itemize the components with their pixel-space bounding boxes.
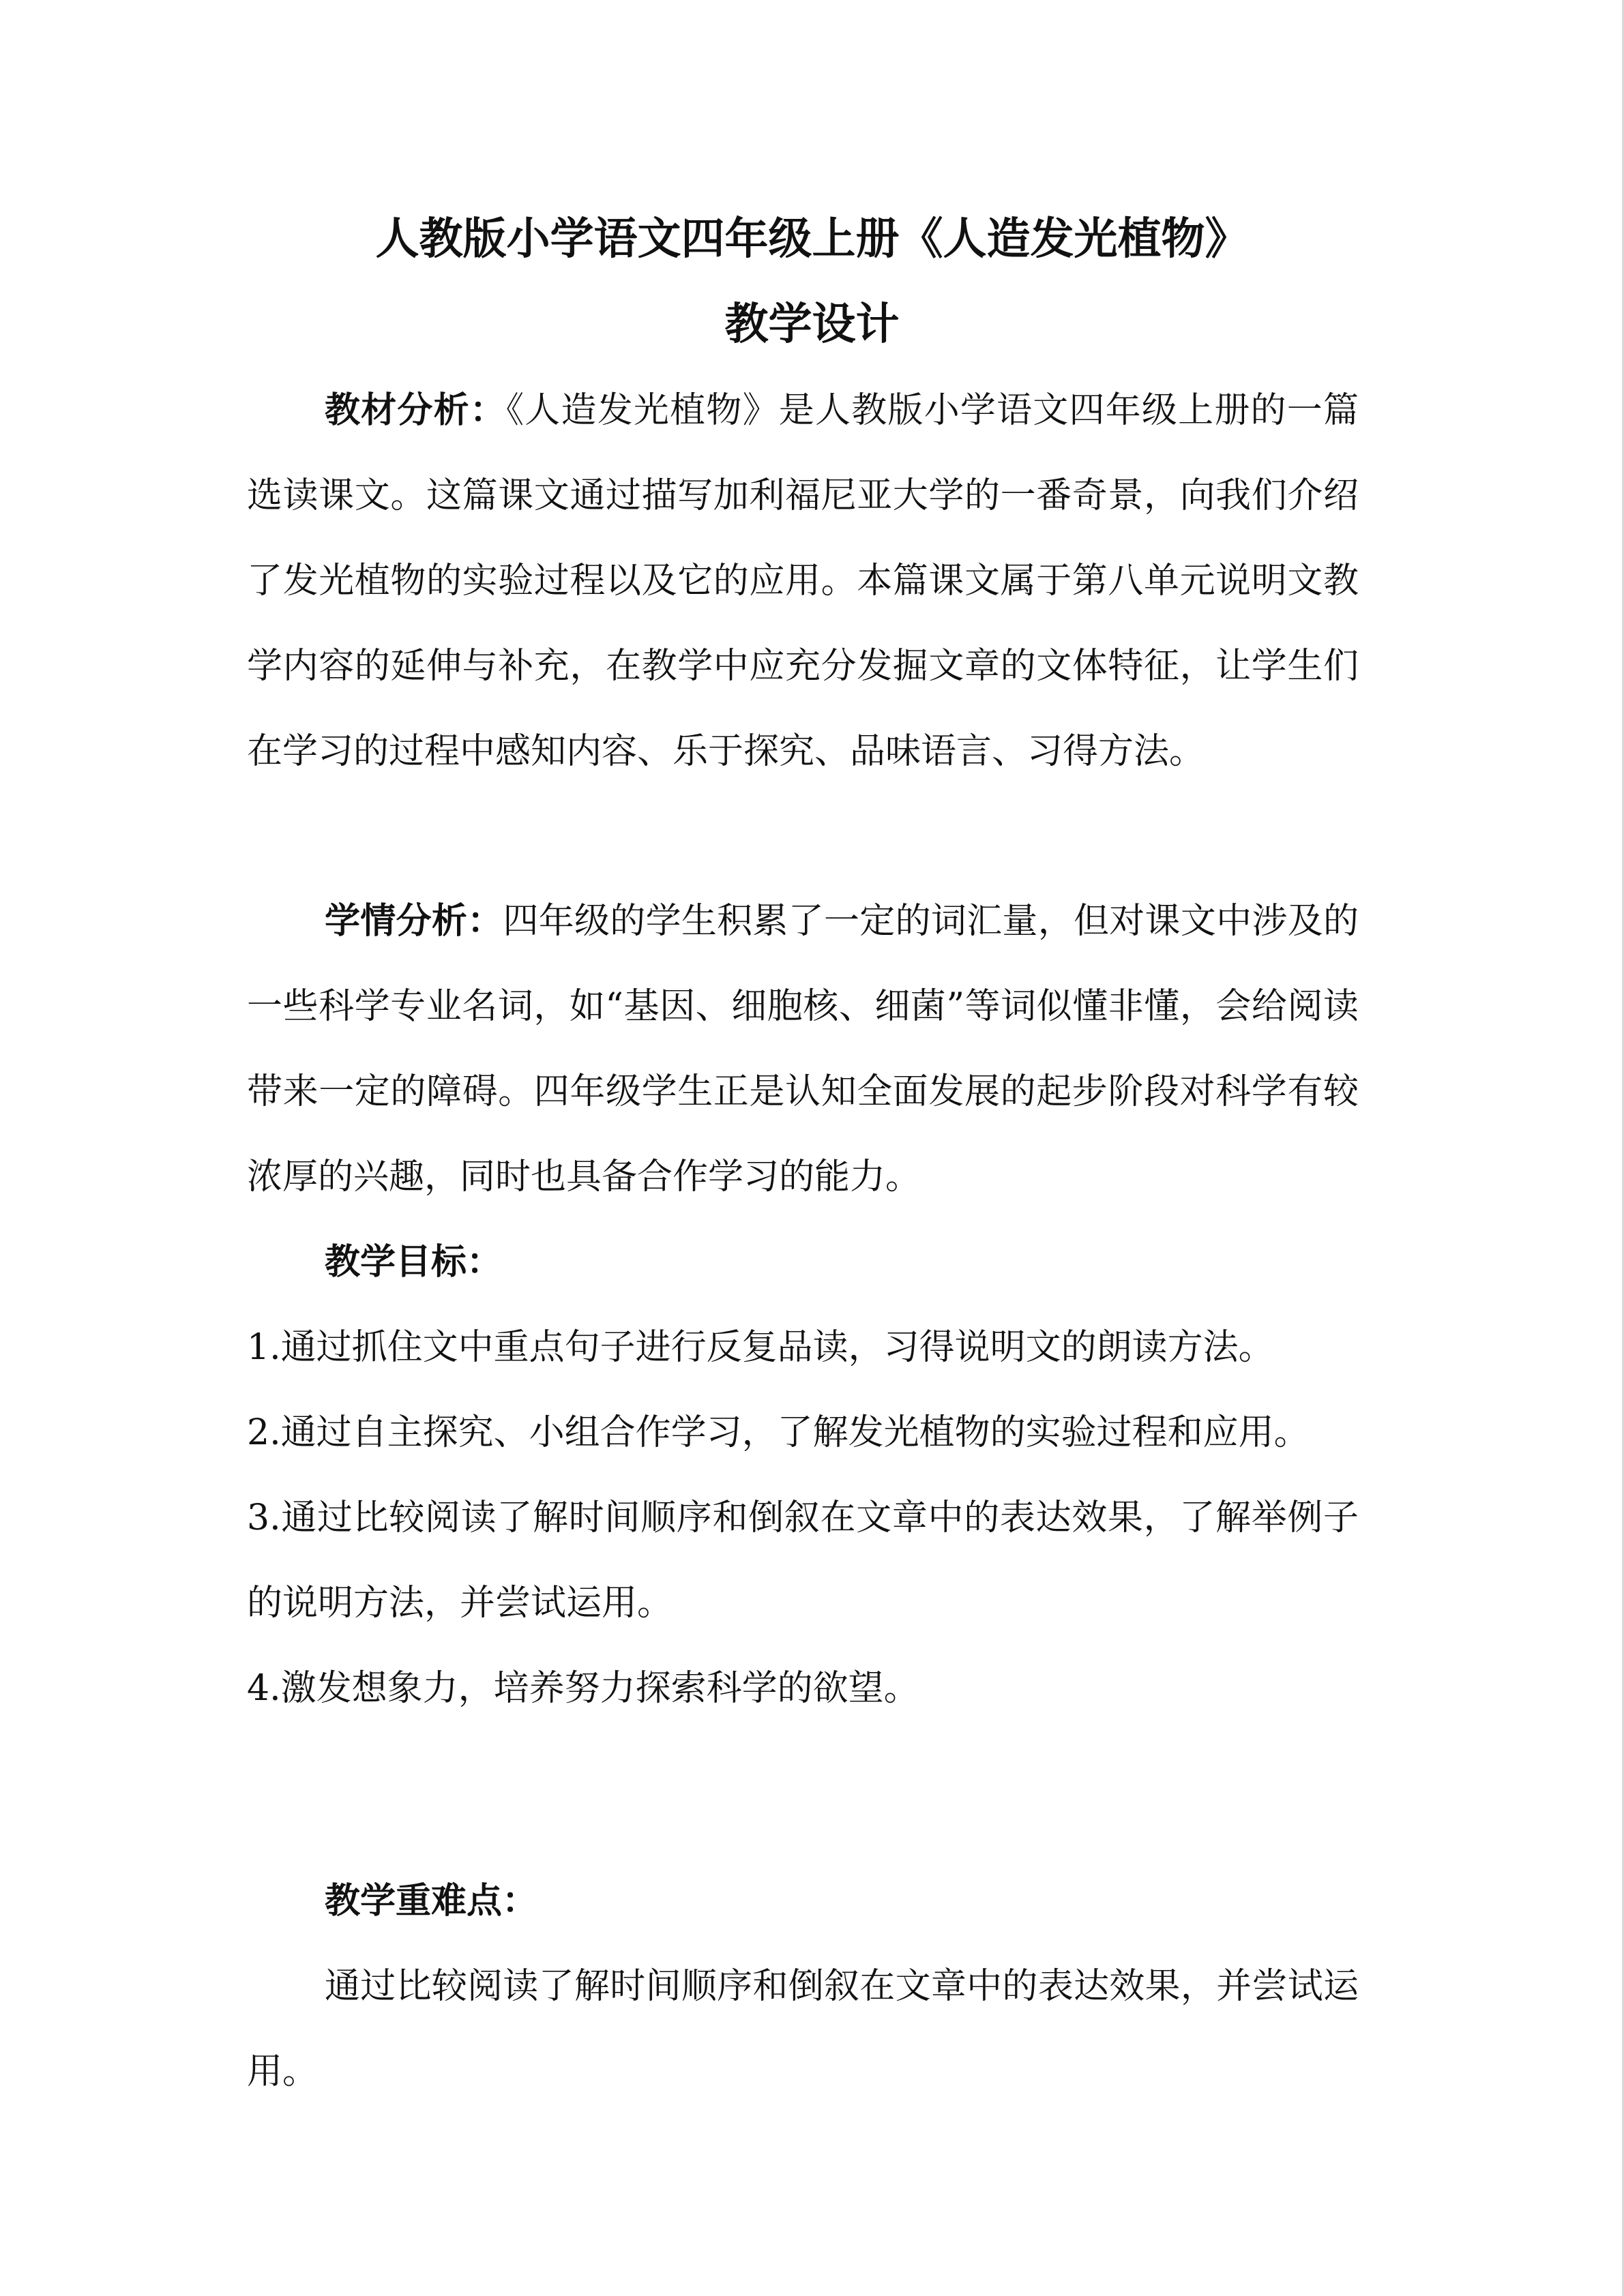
key-points-section	[247, 1859, 1359, 2115]
objective-item: 3.通过比较阅读了解时间顺序和倒叙在文章中的表达效果，了解举例子的说明方法，并尝试运用。	[247, 1497, 1359, 1624]
material-analysis-text: 《人造发光植物》是人教版小学语文四年级上册的一篇选读课文。这篇课文通过描写加利福尼亚大学的一番奇景，向我们介绍了发光植物的实验过程以及它的应用。本篇课文属于第八单元说明文教学内容的延伸与补充，在教学中应充分发掘文章的文体特征，让学生们在学习的过程中感知内容、乐于探究、品味语言、习得方法。	[247, 390, 1359, 772]
objective-item: 2.通过自主探究、小组合作学习，了解发光植物的实验过程和应用。	[247, 1412, 1310, 1453]
student-analysis-paragraph	[247, 879, 1359, 1220]
material-analysis-section	[247, 368, 1359, 794]
material-analysis-paragraph	[247, 368, 1359, 794]
title-line-2: 教学设计	[724, 299, 900, 350]
student-analysis-label: 学情分析：	[325, 901, 503, 942]
key-points-heading: 教学重难点：	[325, 1881, 538, 1922]
material-analysis-label: 教材分析：	[325, 390, 507, 431]
objective-item: 4.激发想象力，培养努力探索科学的欲望。	[247, 1668, 919, 1709]
student-analysis-section	[247, 879, 1359, 1220]
title-line-1: 人教版小学语文四年级上册《人造发光植物》	[375, 214, 1249, 265]
objectives-section	[247, 1220, 1359, 1731]
key-points-text: 通过比较阅读了解时间顺序和倒叙在文章中的表达效果，并尝试运用。	[247, 1966, 1359, 2092]
objective-item: 1.通过抓住文中重点句子进行反复品读，习得说明文的朗读方法。	[247, 1327, 1274, 1368]
student-analysis-text: 四年级的学生积累了一定的词汇量，但对课文中涉及的一些科学专业名词，如“基因、细胞核、细菌”等词似懂非懂，会给阅读带来一定的障碍。四年级学生正是认知全面发展的起步阶段对科学有较浓厚的兴趣，同时也具备合作学习的能力。	[247, 901, 1359, 1197]
objectives-heading: 教学目标：	[325, 1242, 503, 1283]
